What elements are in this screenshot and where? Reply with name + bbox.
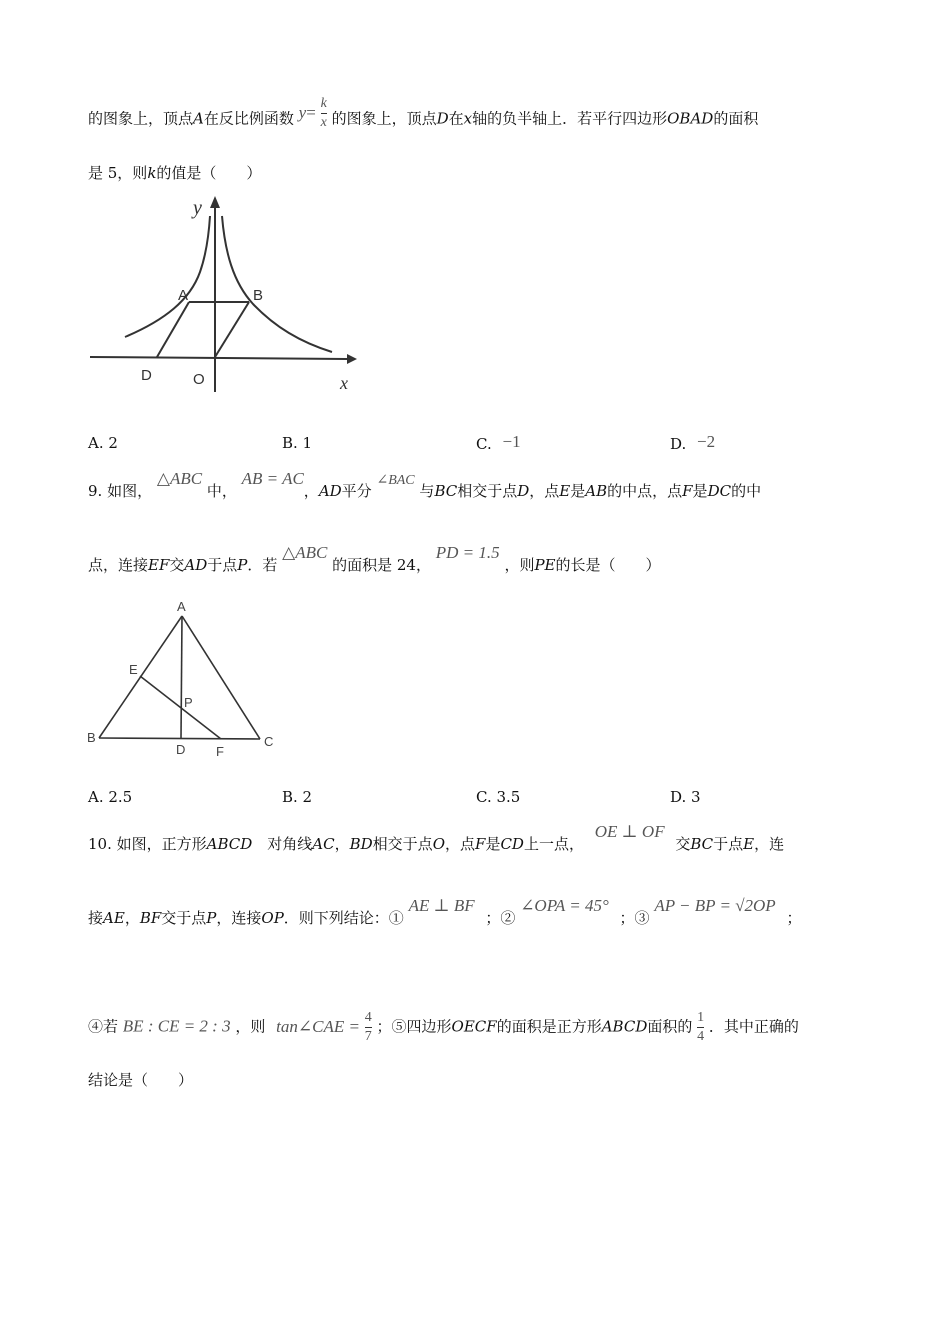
q10-quarter-fraction	[697, 1010, 704, 1045]
q10-var-abcd: ABCD	[601, 1017, 648, 1036]
q9-var-ef: EF	[148, 556, 170, 574]
q10-line-2	[88, 896, 802, 927]
x-axis	[90, 357, 347, 359]
q10-text: ，点	[445, 835, 476, 853]
q8-text: 的面积	[713, 109, 759, 128]
q10-text: ，	[334, 835, 350, 853]
q9-text: 交	[169, 556, 185, 574]
label-b: B	[87, 730, 96, 745]
q10-text: 对角线	[252, 835, 313, 853]
q9-option-c[interactable]: C. 3.5	[476, 788, 521, 806]
label-o: O	[193, 371, 205, 388]
q9-text: ，则	[504, 556, 535, 574]
q9-text: 与	[419, 482, 435, 500]
label-b: B	[253, 287, 264, 304]
q9-var-p: P	[237, 556, 248, 574]
q10-var-bf: BF	[139, 909, 162, 927]
q8-var-x: x	[463, 109, 473, 128]
q10-quarter-denominator: 4	[697, 1029, 705, 1044]
q10-line-3	[88, 1010, 799, 1045]
q8-line-2	[88, 166, 261, 181]
q10-line-1	[88, 822, 785, 853]
q8-func-numerator: k	[320, 96, 327, 111]
q9-var-ab: AB	[585, 482, 608, 500]
q10-tan-cae: tan∠CAE =	[276, 1016, 360, 1036]
q8-figure	[85, 192, 365, 402]
y-axis-arrow	[210, 196, 220, 208]
q9-pd-value: PD = 1.5	[435, 543, 500, 562]
q9-text: 中，	[206, 482, 237, 500]
q9-text: 相交于点	[457, 482, 518, 500]
q9-ab-eq-ac: AB = AC	[241, 469, 304, 488]
q9-angle-bac: ∠BAC	[376, 473, 415, 488]
q9-text: 点，连接	[88, 556, 149, 574]
q10-oe-perp-of: OE ⊥ OF	[594, 822, 665, 841]
q10-var-op: OP	[261, 909, 284, 927]
q9-var-e: E	[559, 482, 571, 500]
q10-var-p: P	[206, 909, 217, 927]
q8-var-k: k	[147, 164, 157, 182]
q10-var-cd: CD	[500, 835, 524, 853]
q10-tan-denominator: 7	[364, 1029, 372, 1044]
q8-text: 的值是（ ）	[156, 164, 262, 182]
q10-tan-numerator: 4	[364, 1010, 372, 1025]
q9-text: ，	[303, 482, 319, 500]
q10-text: 是	[485, 835, 501, 853]
q9-text: ．若	[247, 556, 278, 574]
q8-option-b[interactable]: B. 1	[282, 434, 313, 452]
q8-text: 的图象上，顶点	[88, 109, 194, 128]
q10-text: ；⑤四边形	[376, 1017, 452, 1036]
q9-triangle-abc-2: △ABC	[282, 543, 328, 562]
q10-conclusion-1: AE ⊥ BF	[408, 896, 475, 915]
q8-text: 的图象上，顶点	[331, 109, 437, 128]
q10-line-4: 结论是（ ）	[88, 1071, 194, 1089]
q8-var-d: D	[436, 109, 449, 128]
q8-function-y: y	[298, 102, 307, 122]
q10-text: 接	[88, 909, 104, 927]
q9-var-d: D	[517, 482, 530, 500]
q9-option-a[interactable]: A. 2.5	[88, 788, 133, 806]
q9-text: 是	[570, 482, 586, 500]
q9-line-2	[88, 543, 661, 574]
label-e: E	[129, 662, 138, 677]
q8-option-d[interactable]	[670, 434, 715, 454]
q9-figure	[85, 596, 285, 766]
segment-ob	[215, 302, 249, 357]
q9-text: 的中点，点	[607, 482, 683, 500]
q8-option-c-value: −1	[502, 432, 521, 451]
x-axis-arrow	[347, 354, 357, 364]
q10-text: 于点	[713, 835, 744, 853]
hyperbola-left-branch	[125, 216, 210, 337]
q10-var-bc: BC	[690, 835, 714, 853]
q10-text: 交	[675, 835, 691, 853]
fraction-bar	[697, 1027, 704, 1028]
q8-var-a: A	[193, 109, 204, 128]
label-p: P	[184, 695, 193, 710]
q9-number: 9. 如图，	[88, 482, 153, 500]
hyperbola-right-branch	[222, 216, 332, 352]
q9-var-ad: AD	[318, 482, 342, 500]
q10-text: 的面积是正方形	[496, 1017, 602, 1036]
q9-text: 的面积是 24，	[332, 556, 431, 574]
label-d: D	[141, 367, 152, 384]
q9-triangle-abc: △ABC	[156, 469, 203, 488]
label-a: A	[177, 599, 186, 614]
q9-text: 的长是（ ）	[555, 556, 661, 574]
q8-text: 轴的负半轴上．若平行四边形	[472, 109, 668, 128]
q10-conclusion-3: AP − BP = √2OP	[654, 896, 776, 915]
fraction-bar	[321, 113, 327, 114]
q10-var-o: O	[432, 835, 445, 853]
q9-text: 的中	[731, 482, 762, 500]
q10-text: ；②	[485, 909, 516, 927]
label-x: x	[340, 373, 348, 393]
q10-text: ；③	[619, 909, 650, 927]
q9-var-f: F	[682, 482, 693, 500]
q9-text: 于点	[207, 556, 238, 574]
label-f: F	[216, 744, 224, 759]
q10-tan-fraction	[365, 1010, 372, 1045]
segment-ac	[182, 616, 260, 739]
q10-text: ，连	[754, 835, 785, 853]
q10-number: 10. 如图，正方形	[88, 835, 207, 853]
q10-var-f: F	[475, 835, 486, 853]
q8-option-c[interactable]	[476, 434, 521, 454]
q10-text: ，则	[235, 1017, 266, 1036]
q10-text: ④若	[88, 1017, 119, 1036]
q9-text: 是	[692, 482, 708, 500]
q10-quarter-numerator: 1	[697, 1010, 705, 1025]
fraction-bar	[365, 1027, 372, 1028]
q10-ratio: BE : CE = 2 : 3	[122, 1016, 231, 1036]
q9-var-dc: DC	[707, 482, 732, 500]
q9-var-ad: AD	[184, 556, 208, 574]
q10-text: ，	[124, 909, 140, 927]
q8-option-c-label: C.	[476, 435, 492, 453]
label-c: C	[264, 734, 274, 749]
segment-ad	[181, 616, 182, 738]
q10-var-bd: BD	[349, 835, 373, 853]
q10-text: ；	[786, 909, 802, 927]
q8-option-a[interactable]: A. 2	[88, 434, 118, 452]
q9-option-b[interactable]: B. 2	[282, 788, 313, 806]
q8-text: 是 5，则	[88, 164, 148, 182]
q9-var-pe: PE	[534, 556, 556, 574]
q8-function-eq: =	[306, 102, 316, 122]
q10-var-oecf: OECF	[451, 1017, 497, 1036]
q10-var-ac: AC	[312, 835, 335, 853]
q10-text: ．则下列结论：①	[283, 909, 404, 927]
q10-text: ，连接	[216, 909, 262, 927]
q9-option-d[interactable]: D. 3	[670, 788, 701, 806]
segment-bc	[99, 738, 260, 739]
q9-text: 平分	[341, 482, 372, 500]
q8-text: 在反比例函数	[203, 109, 294, 128]
q10-conclusion-2: ∠OPA = 45°	[520, 896, 609, 915]
q8-option-d-label: D.	[670, 435, 687, 453]
q9-text: ，点	[529, 482, 560, 500]
q10-text: 上一点，	[523, 835, 584, 853]
q8-function-fraction	[321, 96, 327, 131]
label-y: y	[193, 197, 202, 219]
q9-line-1	[88, 469, 762, 500]
q10-var-e: E	[743, 835, 755, 853]
q10-text: ．其中正确的	[708, 1017, 799, 1036]
q8-text: 在	[448, 109, 464, 128]
q10-text: 交于点	[161, 909, 207, 927]
q8-option-d-value: −2	[697, 432, 716, 451]
label-d: D	[176, 742, 186, 757]
q10-var-ae: AE	[103, 909, 125, 927]
q10-text: 相交于点	[372, 835, 433, 853]
q8-func-denominator: x	[320, 115, 327, 130]
q10-var-abcd: ABCD	[206, 835, 253, 853]
q10-text: 面积的	[647, 1017, 693, 1036]
label-a: A	[178, 287, 189, 304]
q8-var-obad: OBAD	[667, 109, 714, 128]
q9-var-bc: BC	[434, 482, 458, 500]
q8-line-1	[88, 96, 759, 137]
